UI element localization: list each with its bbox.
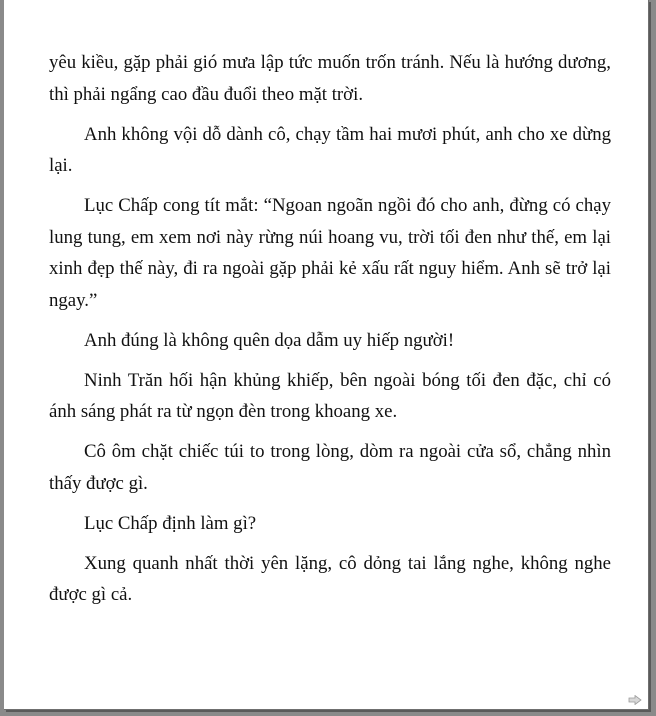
paragraph-7: Lục Chấp định làm gì? — [84, 512, 257, 534]
paragraph-2: Anh không vội dỗ dành cô, chạy tầm hai mươi phút, anh cho xe dừng lại. — [49, 123, 611, 176]
document-page — [4, 0, 649, 710]
document-body — [49, 47, 611, 619]
paragraph-4: Anh đúng là không quên dọa dẫm uy hiếp người! — [84, 329, 455, 351]
paragraph-1: yêu kiều, gặp phải gió mưa lập tức muốn trốn tránh. Nếu là hướng dương, thì phải ngẩng cao đầu đuổi theo mặt trời. — [49, 52, 611, 105]
paragraph-8: Xung quanh nhất thời yên lặng, cô dỏng tai lắng nghe, không nghe được gì cả. — [49, 552, 611, 605]
next-page-arrow-icon[interactable] — [628, 695, 642, 705]
paragraph-5: Ninh Trăn hối hận khủng khiếp, bên ngoài bóng tối đen đặc, chỉ có ánh sáng phát ra từ ngọn đèn trong khoang xe. — [49, 369, 611, 422]
paragraph-6: Cô ôm chặt chiếc túi to trong lòng, dòm ra ngoài cửa sổ, chẳng nhìn thấy được gì. — [49, 441, 611, 494]
paragraph-3: Lục Chấp cong tít mắt: “Ngoan ngoãn ngồi đó cho anh, đừng có chạy lung tung, em xem nơi này rừng núi hoang vu, trời tối đen như thế, em lại xinh đẹp thế này, đi ra ngoài gặp phải kẻ xấu rất nguy hiểm. Anh sẽ trở lại ngay.” — [49, 195, 611, 311]
